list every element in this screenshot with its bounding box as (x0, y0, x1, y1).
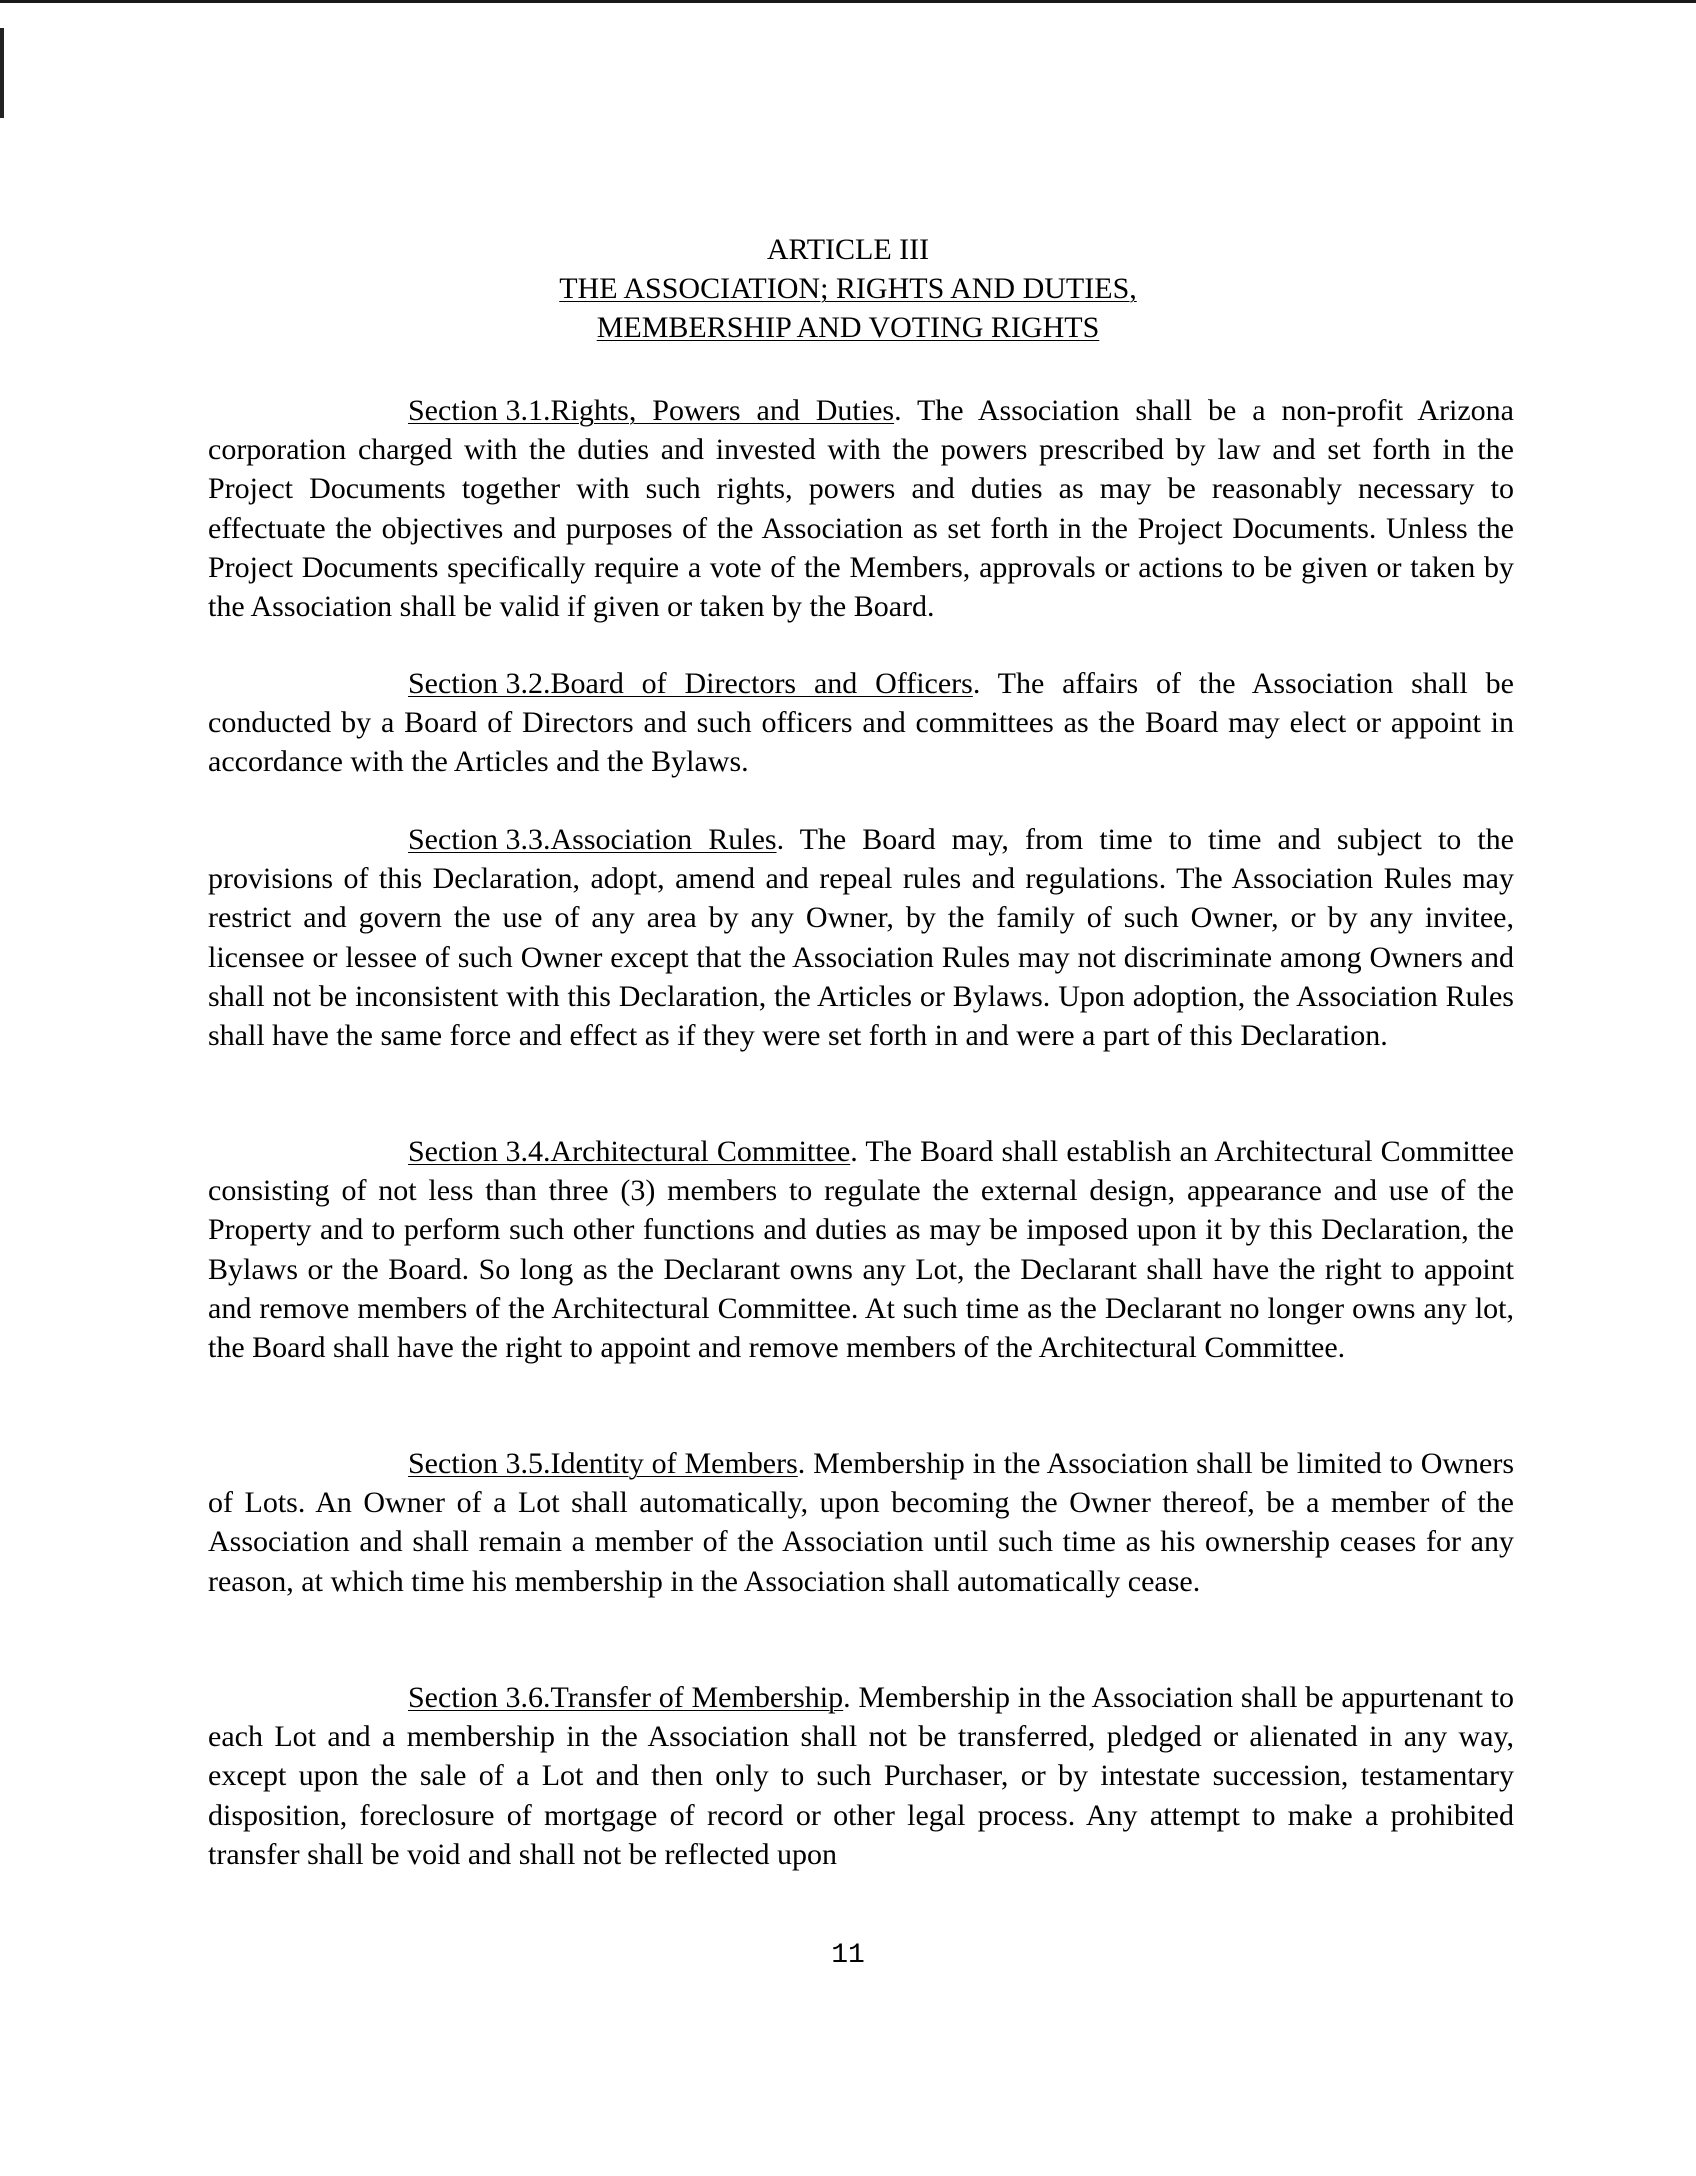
section-body: . Membership in the Association shall be appurtenant to each Lot and a membership in the Association shall not be transferred, pledged or alienated in any way, except upon the sale of a Lot and then only to such Purchaser, or by intestate succession, testamentary disposition, foreclosure of mortgage of record or other legal process. Any attempt to make a prohibited transfer shall be void and shall not be reflected upon (208, 1681, 1514, 1871)
article-number: ARTICLE III (766, 233, 930, 266)
section-body: . The affairs of the Association shall be conducted by a Board of Directors and such officers and committees as the Board may elect or appoint in accordance with the Articles and the Bylaws. (208, 667, 1514, 779)
section-number: Section 3.2. (408, 667, 551, 700)
article-title-line-1: THE ASSOCIATION; RIGHTS AND DUTIES, (559, 272, 1137, 305)
section-body: . Membership in the Association shall be limited to Owners of Lots. An Owner of a Lot shall automatically, upon becoming the Owner thereof, be a member of the Association and shall remain a member of the Association until such time as his ownership ceases for any reason, at which time his membership in the Association shall automatically cease. (208, 1447, 1515, 1598)
scan-border-top (0, 0, 1696, 3)
section-3-6 (208, 1678, 1514, 1874)
section-number: Section 3.1. (408, 394, 551, 427)
section-body: . The Board shall establish an Architectural Committee consisting of not less than three (3) members to regulate the external design, appearance and use of the Property and to perform such other functions and duties as may be imposed upon it by this Declaration, the Bylaws or the Board. So long as the Declarant owns any Lot, the Declarant shall have the right to appoint and remove members of the Architectural Committee. At such time as the Declarant no longer owns any lot, the Board shall have the right to appoint and remove members of the Architectural Committee. (208, 1135, 1514, 1365)
section-title: Identity of Members (550, 1447, 798, 1480)
section-number: Section 3.6. (408, 1681, 551, 1714)
section-body: . The Board may, from time to time and subject to the provisions of this Declaration, adopt, amend and repeal rules and regulations. The Association Rules may restrict and govern the use of any area by any Owner, by the family of such Owner, or by any invitee, licensee or lessee of such Owner except that the Association Rules may not discriminate among Owners and shall not be inconsistent with this Declaration, the Articles or Bylaws. Upon adoption, the Association Rules shall have the same force and effect as if they were set forth in and were a part of this Declaration. (208, 823, 1514, 1053)
section-body: . The Association shall be a non-profit Arizona corporation charged with the duties and invested with the powers prescribed by law and set forth in the Project Documents together with such rights, powers and duties as may be reasonably necessary to effectuate the objectives and purposes of the Association as set forth in the Project Documents. Unless the Project Documents specifically require a vote of the Members, approvals or actions to be given or taken by the Association shall be valid if given or taken by the Board. (208, 394, 1514, 624)
scan-border-left (0, 28, 4, 118)
section-title: Architectural Committee (550, 1135, 851, 1168)
section-3-1 (208, 391, 1514, 626)
article-heading (0, 230, 1696, 347)
section-title: Transfer of Membership (550, 1681, 844, 1714)
section-3-5 (208, 1444, 1514, 1601)
section-title: Association Rules (550, 823, 777, 856)
section-3-4 (208, 1132, 1514, 1367)
article-title-line-2: MEMBERSHIP AND VOTING RIGHTS (596, 311, 1100, 344)
section-number: Section 3.3. (408, 823, 551, 856)
section-title: Rights, Powers and Duties (550, 394, 895, 427)
page-number: 11 (831, 1940, 865, 1971)
section-3-3 (208, 820, 1514, 1055)
section-number: Section 3.5. (408, 1447, 551, 1480)
section-3-2 (208, 664, 1514, 782)
section-number: Section 3.4. (408, 1135, 551, 1168)
section-title: Board of Directors and Officers (550, 667, 973, 700)
